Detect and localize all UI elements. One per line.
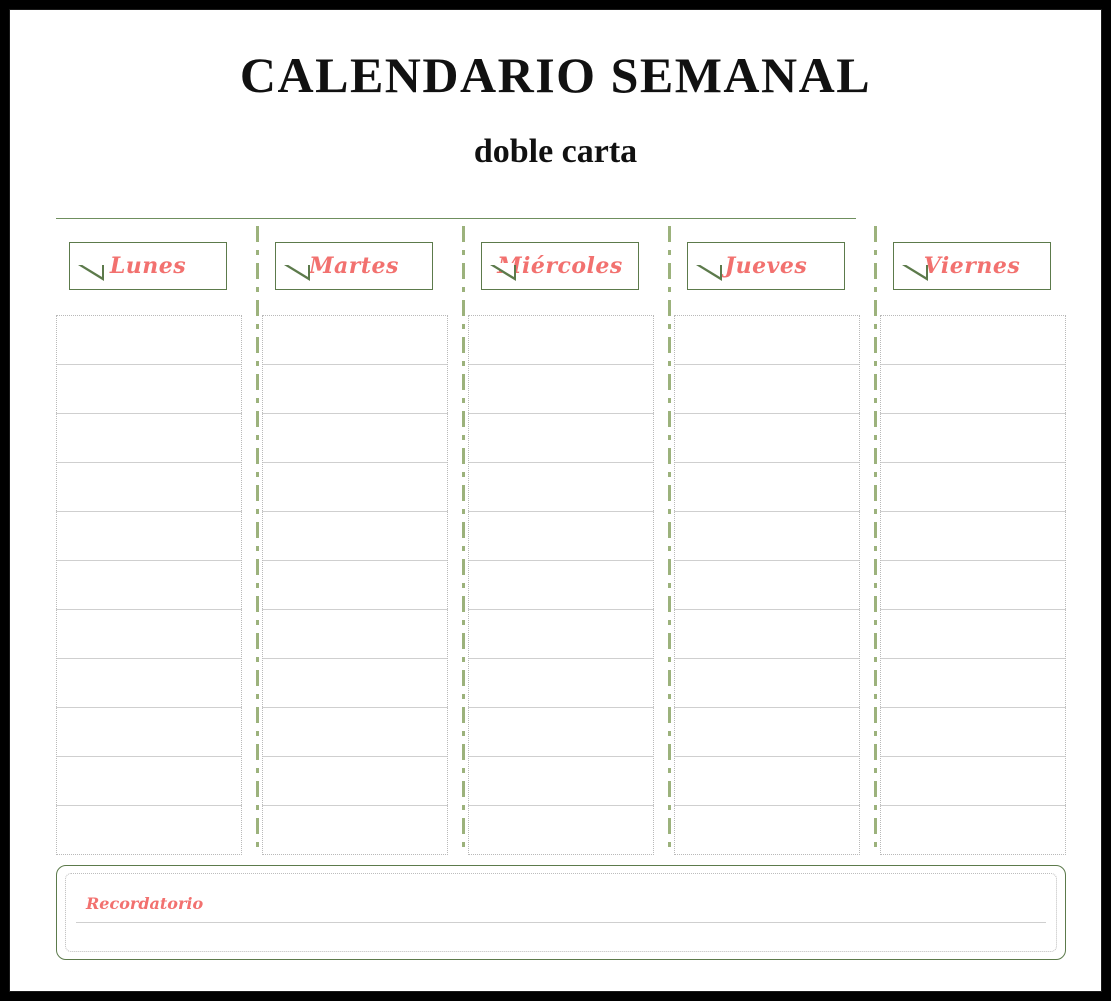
day-label-miercoles: Miércoles [497,253,623,279]
reminder-inner-border [65,873,1057,952]
day-label-jueves: Jueves [724,253,808,279]
weekly-grid [56,218,1066,855]
reminder-box[interactable] [56,865,1066,960]
column-separator-4 [874,226,877,855]
column-separator-3 [668,226,671,855]
day-column-viernes [880,218,1066,855]
day-tag-tail-viernes [902,265,928,281]
day-column-lunes [56,218,242,855]
day-label-viernes: Viernes [923,253,1021,279]
day-notes-area-martes[interactable] [262,315,448,855]
day-tag-tail-miercoles [490,265,516,281]
day-label-lunes: Lunes [109,253,187,279]
day-notes-area-jueves[interactable] [674,315,860,855]
day-notes-area-miercoles[interactable] [468,315,654,855]
day-tag-tail-lunes [78,265,104,281]
day-label-martes: Martes [309,253,399,279]
column-separator-2 [462,226,465,855]
reminder-rule [76,922,1046,923]
page-title: CALENDARIO SEMANAL [239,47,872,103]
column-separator-1 [256,226,259,855]
day-column-martes [262,218,448,855]
day-tag-tail-jueves [696,265,722,281]
reminder-label: Recordatorio [86,894,204,913]
page-subtitle: doble carta [473,133,638,170]
day-column-jueves [674,218,860,855]
day-notes-area-viernes[interactable] [880,315,1066,855]
worksheet-sheet [9,9,1102,992]
day-tag-tail-martes [284,265,310,281]
day-column-miercoles [468,218,654,855]
day-notes-area-lunes[interactable] [56,315,242,855]
